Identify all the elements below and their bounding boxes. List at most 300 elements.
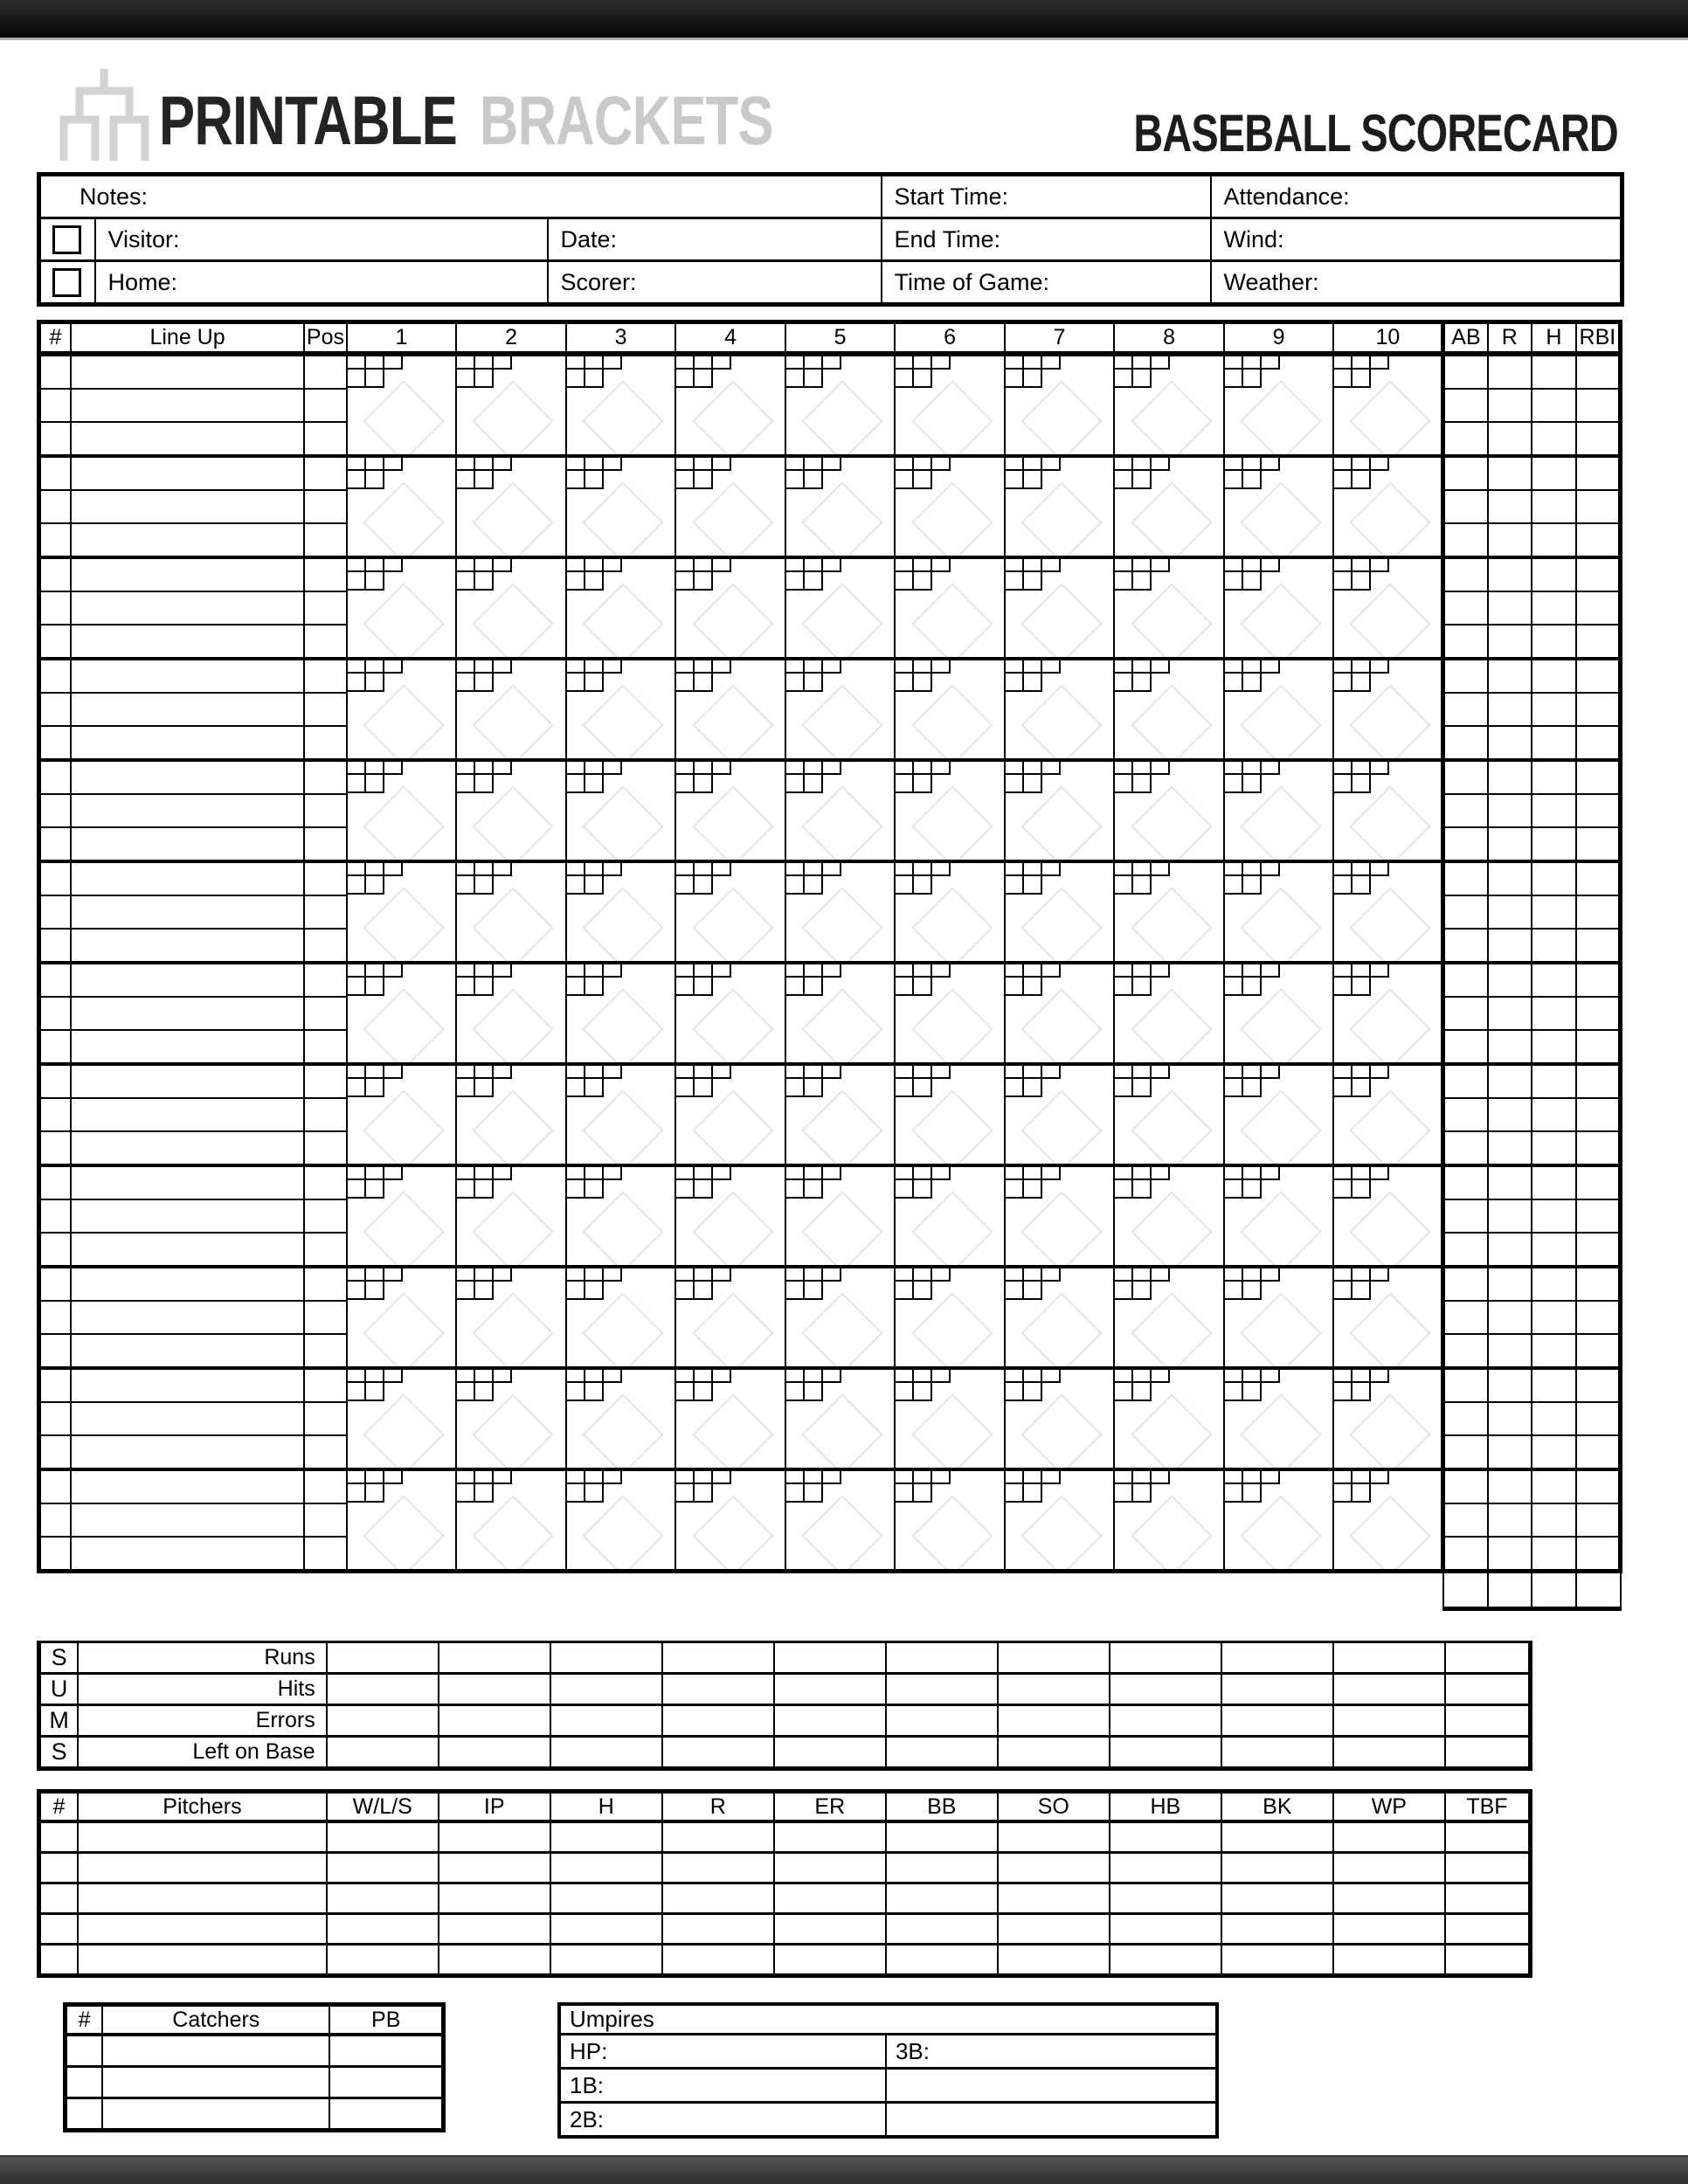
inning-cell-area	[1225, 560, 1333, 656]
catchers-table	[63, 2002, 446, 2132]
batter-row	[39, 760, 1621, 794]
umpire-field: 1B:	[559, 2069, 886, 2103]
pitchers-col-header: IP	[439, 1792, 550, 1822]
batter-row	[39, 963, 1621, 997]
col-header-inning-5: 5	[785, 322, 896, 355]
inning-cell	[1005, 861, 1115, 963]
runs-cell	[1488, 1233, 1532, 1267]
position-cell	[304, 1469, 347, 1503]
hits-cell	[1532, 1334, 1576, 1368]
inning-cell	[1224, 354, 1334, 456]
basepath-diamond	[1131, 583, 1212, 659]
batter-row	[39, 1368, 1621, 1402]
inning-cell-area	[1225, 1269, 1333, 1365]
position-cell	[304, 726, 347, 760]
basepath-diamond	[582, 1089, 663, 1165]
pitch-count-grid	[675, 1165, 732, 1199]
batter-number-cell	[39, 861, 71, 895]
basepath-diamond	[363, 1191, 444, 1267]
inning-cell-area	[457, 560, 565, 656]
pitch-count-grid	[347, 557, 404, 591]
pitchers-value-cell	[1221, 1883, 1333, 1914]
pitchers-value-cell	[1333, 1853, 1445, 1883]
hits-cell	[1532, 1131, 1576, 1165]
batter-number-cell	[39, 1503, 71, 1537]
sums-row	[39, 1737, 1531, 1769]
inning-cell	[1005, 1267, 1115, 1368]
inning-cell	[1333, 1368, 1443, 1469]
catchers-value-cell	[66, 2035, 103, 2067]
ab-cell	[1443, 1233, 1488, 1267]
pitchers-col-header: HB	[1110, 1792, 1221, 1822]
inning-cell	[895, 1368, 1005, 1469]
basepath-diamond	[1131, 1292, 1212, 1368]
position-cell	[304, 827, 347, 861]
pitch-count-grid	[456, 354, 513, 389]
position-cell	[304, 1030, 347, 1064]
basepath-diamond	[801, 1495, 882, 1572]
pitchers-value-cell	[1333, 1945, 1445, 1976]
basepath-diamond	[473, 481, 554, 557]
batter-number-cell	[39, 1267, 71, 1301]
inning-cell	[456, 963, 566, 1064]
basepath-diamond	[473, 380, 554, 456]
pitchers-value-cell	[998, 1914, 1110, 1945]
inning-cell	[785, 354, 896, 456]
inning-cell-area	[896, 1472, 1004, 1568]
basepath-diamond	[582, 481, 663, 557]
basepath-diamond	[1349, 785, 1430, 861]
inning-cell-area	[1334, 1269, 1441, 1365]
inning-cell-area	[457, 1371, 565, 1467]
bracket-tree-icon	[52, 66, 156, 169]
inning-cell-area	[1334, 1168, 1441, 1264]
inning-cell-area	[1115, 763, 1223, 859]
hits-cell	[1532, 693, 1576, 726]
sums-value-cell	[327, 1674, 439, 1705]
inning-cell	[456, 1368, 566, 1469]
inning-cell	[1333, 1267, 1443, 1368]
col-header-position: Pos	[304, 322, 347, 355]
visitor-checkbox	[52, 225, 81, 254]
pitch-count-grid	[675, 659, 732, 693]
runs-cell	[1488, 354, 1532, 389]
rbi-total-cell	[1576, 1572, 1621, 1609]
batter-number-cell	[39, 625, 71, 659]
inning-cell-area	[1115, 1168, 1223, 1264]
pitchers-value-cell	[1110, 1945, 1221, 1976]
pitch-count-grid	[895, 659, 951, 693]
inning-cell-area	[786, 763, 895, 859]
basepath-diamond	[911, 1393, 993, 1469]
position-cell	[304, 456, 347, 490]
sums-value-cell	[1333, 1674, 1445, 1705]
pitch-count-grid	[347, 659, 404, 693]
inning-cell	[456, 861, 566, 963]
runs-cell	[1488, 1030, 1532, 1064]
batter-number-cell	[39, 726, 71, 760]
inning-cell	[347, 1064, 457, 1165]
basepath-diamond	[1131, 684, 1212, 760]
inning-cell-area	[1225, 864, 1333, 960]
pitch-count-grid	[456, 760, 513, 794]
inning-cell	[456, 760, 566, 861]
position-cell	[304, 659, 347, 693]
bottom-bar	[0, 2155, 1688, 2184]
pitchers-value-cell	[550, 1883, 662, 1914]
inning-cell	[675, 1368, 785, 1469]
col-header-number: #	[39, 322, 71, 355]
inning-cell-area	[348, 661, 456, 757]
inning-cell	[1005, 963, 1115, 1064]
basepath-diamond	[1349, 988, 1430, 1064]
inning-cell	[566, 456, 676, 557]
inning-cell-area	[1006, 1067, 1114, 1163]
runs-cell	[1488, 523, 1532, 557]
pitch-count-grid	[1114, 557, 1171, 591]
inning-cell-area	[1225, 965, 1333, 1061]
lineup-cell	[71, 354, 304, 389]
basepath-diamond	[1349, 1089, 1430, 1165]
basepath-diamond	[1131, 481, 1212, 557]
pitch-count-grid	[785, 861, 842, 895]
ab-cell	[1443, 625, 1488, 659]
runs-cell	[1488, 1435, 1532, 1469]
batter-number-cell	[39, 1435, 71, 1469]
ab-cell	[1443, 1537, 1488, 1572]
ab-cell	[1443, 659, 1488, 693]
lineup-cell	[71, 1064, 304, 1098]
pitchers-value-cell	[998, 1883, 1110, 1914]
lineup-cell	[71, 1301, 304, 1334]
pitch-count-grid	[1114, 963, 1171, 997]
pitchers-col-header: R	[662, 1792, 774, 1822]
rbi-cell	[1576, 1030, 1621, 1064]
inning-cell-area	[676, 763, 785, 859]
sums-value-cell	[1333, 1642, 1445, 1674]
position-cell	[304, 523, 347, 557]
pitchers-value-cell	[1221, 1945, 1333, 1976]
pitch-count-grid	[895, 1165, 951, 1199]
basepath-diamond	[1349, 887, 1430, 963]
position-cell	[304, 861, 347, 895]
inning-cell-area	[348, 357, 456, 453]
inning-cell	[566, 1469, 676, 1572]
batter-number-cell	[39, 1368, 71, 1402]
inning-cell-area	[457, 1067, 565, 1163]
basepath-diamond	[1020, 1393, 1102, 1469]
col-header-r: R	[1488, 322, 1532, 355]
basepath-diamond	[473, 1495, 554, 1572]
pitchers-table	[37, 1789, 1532, 1978]
inning-cell-area	[896, 1269, 1004, 1365]
batter-number-cell	[39, 591, 71, 625]
basepath-diamond	[801, 988, 882, 1064]
batter-number-cell	[39, 1098, 71, 1131]
rbi-cell	[1576, 1233, 1621, 1267]
ab-cell	[1443, 827, 1488, 861]
pitchers-col-header: BB	[886, 1792, 998, 1822]
batter-number-cell	[39, 523, 71, 557]
sums-value-cell	[998, 1737, 1110, 1769]
hits-cell	[1532, 625, 1576, 659]
umpires-row	[559, 2103, 1217, 2138]
date-field: Date:	[548, 218, 882, 261]
basepath-diamond	[363, 583, 444, 659]
inning-cell	[1224, 659, 1334, 760]
inning-cell	[1333, 963, 1443, 1064]
position-cell	[304, 1098, 347, 1131]
pitchers-value-cell	[662, 1914, 774, 1945]
rbi-cell	[1576, 422, 1621, 456]
hits-cell	[1532, 929, 1576, 963]
basepath-diamond	[801, 481, 882, 557]
pitch-count-grid	[785, 1267, 842, 1301]
hits-cell	[1532, 557, 1576, 591]
pitch-count-grid	[456, 1064, 513, 1098]
visitor-field: Visitor:	[95, 218, 548, 261]
inning-cell-area	[896, 965, 1004, 1061]
rbi-cell	[1576, 1098, 1621, 1131]
inning-cell	[785, 1165, 896, 1267]
ab-cell	[1443, 726, 1488, 760]
batter-number-cell	[39, 422, 71, 456]
scorecard-grid	[37, 320, 1622, 1611]
sums-value-cell	[439, 1737, 550, 1769]
inning-cell-area	[1334, 357, 1441, 453]
inning-cell	[347, 861, 457, 963]
inning-cell	[1005, 1064, 1115, 1165]
basepath-diamond	[363, 1495, 444, 1572]
inning-cell	[566, 1165, 676, 1267]
basepath-diamond	[692, 1191, 773, 1267]
basepath-diamond	[1240, 583, 1321, 659]
sums-value-cell	[1221, 1642, 1333, 1674]
lineup-cell	[71, 523, 304, 557]
hits-cell	[1532, 895, 1576, 929]
runs-cell	[1488, 1165, 1532, 1199]
hits-cell	[1532, 1402, 1576, 1435]
hits-cell	[1532, 354, 1576, 389]
ab-cell	[1443, 422, 1488, 456]
inning-cell-area	[1115, 459, 1223, 555]
position-cell	[304, 490, 347, 523]
inning-cell	[785, 963, 896, 1064]
rbi-cell	[1576, 963, 1621, 997]
inning-cell	[566, 760, 676, 861]
pitch-count-grid	[1114, 354, 1171, 389]
hits-cell	[1532, 726, 1576, 760]
ab-cell	[1443, 1301, 1488, 1334]
pitch-count-grid	[1005, 354, 1062, 389]
pitchers-value-cell	[439, 1883, 550, 1914]
pitchers-value-cell	[998, 1821, 1110, 1853]
pitch-count-grid	[675, 1064, 732, 1098]
inning-cell-area	[1006, 1472, 1114, 1568]
inning-cell-area	[676, 1269, 785, 1365]
rbi-cell	[1576, 1165, 1621, 1199]
pitch-count-grid	[1005, 1064, 1062, 1098]
catchers-value-cell	[102, 2035, 329, 2067]
inning-cell-area	[786, 965, 895, 1061]
batter-number-cell	[39, 354, 71, 389]
pitchers-value-cell	[1110, 1853, 1221, 1883]
inning-cell	[456, 456, 566, 557]
pitchers-value-cell	[1110, 1914, 1221, 1945]
pitch-count-grid	[456, 1267, 513, 1301]
rbi-cell	[1576, 625, 1621, 659]
inning-cell	[675, 659, 785, 760]
position-cell	[304, 1064, 347, 1098]
inning-cell-area	[348, 1371, 456, 1467]
inning-cell-area	[896, 560, 1004, 656]
inning-cell	[456, 557, 566, 659]
inning-cell	[347, 659, 457, 760]
inning-cell	[566, 1064, 676, 1165]
sums-value-cell	[1110, 1642, 1221, 1674]
hits-cell	[1532, 389, 1576, 422]
inning-cell-area	[457, 763, 565, 859]
lineup-cell	[71, 456, 304, 490]
runs-cell	[1488, 760, 1532, 794]
batter-number-cell	[39, 1165, 71, 1199]
batter-number-cell	[39, 1233, 71, 1267]
position-cell	[304, 895, 347, 929]
pitchers-value-cell	[327, 1883, 439, 1914]
lineup-cell	[71, 1368, 304, 1402]
runs-cell	[1488, 1064, 1532, 1098]
basepath-diamond	[582, 684, 663, 760]
pitch-count-grid	[1114, 1469, 1171, 1503]
pitchers-value-cell	[1221, 1914, 1333, 1945]
sums-row-label: Runs	[78, 1642, 327, 1674]
pitch-count-grid	[1224, 659, 1281, 693]
pitch-count-grid	[1224, 1165, 1281, 1199]
inning-cell-area	[896, 1168, 1004, 1264]
inning-cell	[785, 1064, 896, 1165]
pitch-count-grid	[1333, 1469, 1390, 1503]
pitchers-value-cell	[1221, 1853, 1333, 1883]
inning-cell	[456, 1064, 566, 1165]
pitchers-value-cell	[1221, 1821, 1333, 1853]
inning-cell-area	[567, 1371, 675, 1467]
basepath-diamond	[1349, 380, 1430, 456]
hits-cell	[1532, 456, 1576, 490]
basepath-diamond	[801, 887, 882, 963]
sums-value-cell	[1221, 1705, 1333, 1737]
lineup-cell	[71, 659, 304, 693]
basepath-diamond	[1131, 887, 1212, 963]
pitchers-col-header: TBF	[1445, 1792, 1531, 1822]
runs-cell	[1488, 422, 1532, 456]
inning-cell-area	[786, 1472, 895, 1568]
runs-cell	[1488, 1334, 1532, 1368]
inning-cell	[1114, 557, 1224, 659]
rbi-cell	[1576, 1435, 1621, 1469]
inning-cell	[1333, 861, 1443, 963]
inning-cell-area	[786, 1371, 895, 1467]
pitchers-value-cell	[1445, 1914, 1531, 1945]
lineup-cell	[71, 794, 304, 827]
inning-cell-area	[457, 661, 565, 757]
inning-cell-area	[348, 1269, 456, 1365]
rbi-cell	[1576, 861, 1621, 895]
pitchers-value-cell	[327, 1853, 439, 1883]
hits-cell	[1532, 490, 1576, 523]
inning-cell	[1333, 760, 1443, 861]
pitch-count-grid	[1224, 963, 1281, 997]
pitch-count-grid	[1005, 861, 1062, 895]
ab-cell	[1443, 1165, 1488, 1199]
inning-cell	[1333, 1064, 1443, 1165]
inning-cell	[1333, 354, 1443, 456]
grid-header-row	[39, 322, 1621, 355]
basepath-diamond	[582, 1495, 663, 1572]
lineup-cell	[71, 760, 304, 794]
runs-cell	[1488, 1537, 1532, 1572]
ab-cell	[1443, 523, 1488, 557]
inning-cell-area	[676, 1067, 785, 1163]
inning-cell	[785, 861, 896, 963]
sums-value-cell	[550, 1705, 662, 1737]
basepath-diamond	[1020, 684, 1102, 760]
basepath-diamond	[1020, 785, 1102, 861]
ab-cell	[1443, 1435, 1488, 1469]
pitch-count-grid	[566, 963, 623, 997]
position-cell	[304, 1301, 347, 1334]
runs-cell	[1488, 997, 1532, 1030]
hits-cell	[1532, 997, 1576, 1030]
batter-row	[39, 861, 1621, 895]
batter-number-cell	[39, 760, 71, 794]
basepath-diamond	[1020, 1191, 1102, 1267]
pitchers-value-cell	[774, 1883, 886, 1914]
inning-cell	[895, 1469, 1005, 1572]
pitch-count-grid	[566, 760, 623, 794]
basepath-diamond	[801, 583, 882, 659]
inning-cell-area	[567, 1168, 675, 1264]
hits-total-cell	[1532, 1572, 1576, 1609]
batter-number-cell	[39, 1469, 71, 1503]
position-cell	[304, 1199, 347, 1233]
batter-row	[39, 354, 1621, 389]
pitch-count-grid	[675, 354, 732, 389]
ab-cell	[1443, 1098, 1488, 1131]
hits-cell	[1532, 1503, 1576, 1537]
pitchers-row	[39, 1853, 1531, 1883]
catchers-row	[66, 2035, 444, 2067]
rbi-cell	[1576, 523, 1621, 557]
pitch-count-grid	[566, 1267, 623, 1301]
basepath-diamond	[911, 583, 993, 659]
lineup-cell	[71, 1503, 304, 1537]
pitch-count-grid	[1005, 1165, 1062, 1199]
inning-cell-area	[1225, 357, 1333, 453]
basepath-diamond	[801, 1292, 882, 1368]
runs-cell	[1488, 726, 1532, 760]
sums-row-label: Hits	[78, 1674, 327, 1705]
inning-cell-area	[1225, 763, 1333, 859]
position-cell	[304, 760, 347, 794]
inning-cell	[566, 659, 676, 760]
pitch-count-grid	[1005, 963, 1062, 997]
batter-number-cell	[39, 794, 71, 827]
rbi-cell	[1576, 895, 1621, 929]
sums-side-letter: S	[39, 1737, 79, 1769]
position-cell	[304, 1368, 347, 1402]
lineup-cell	[71, 726, 304, 760]
inning-cell-area	[1334, 459, 1441, 555]
